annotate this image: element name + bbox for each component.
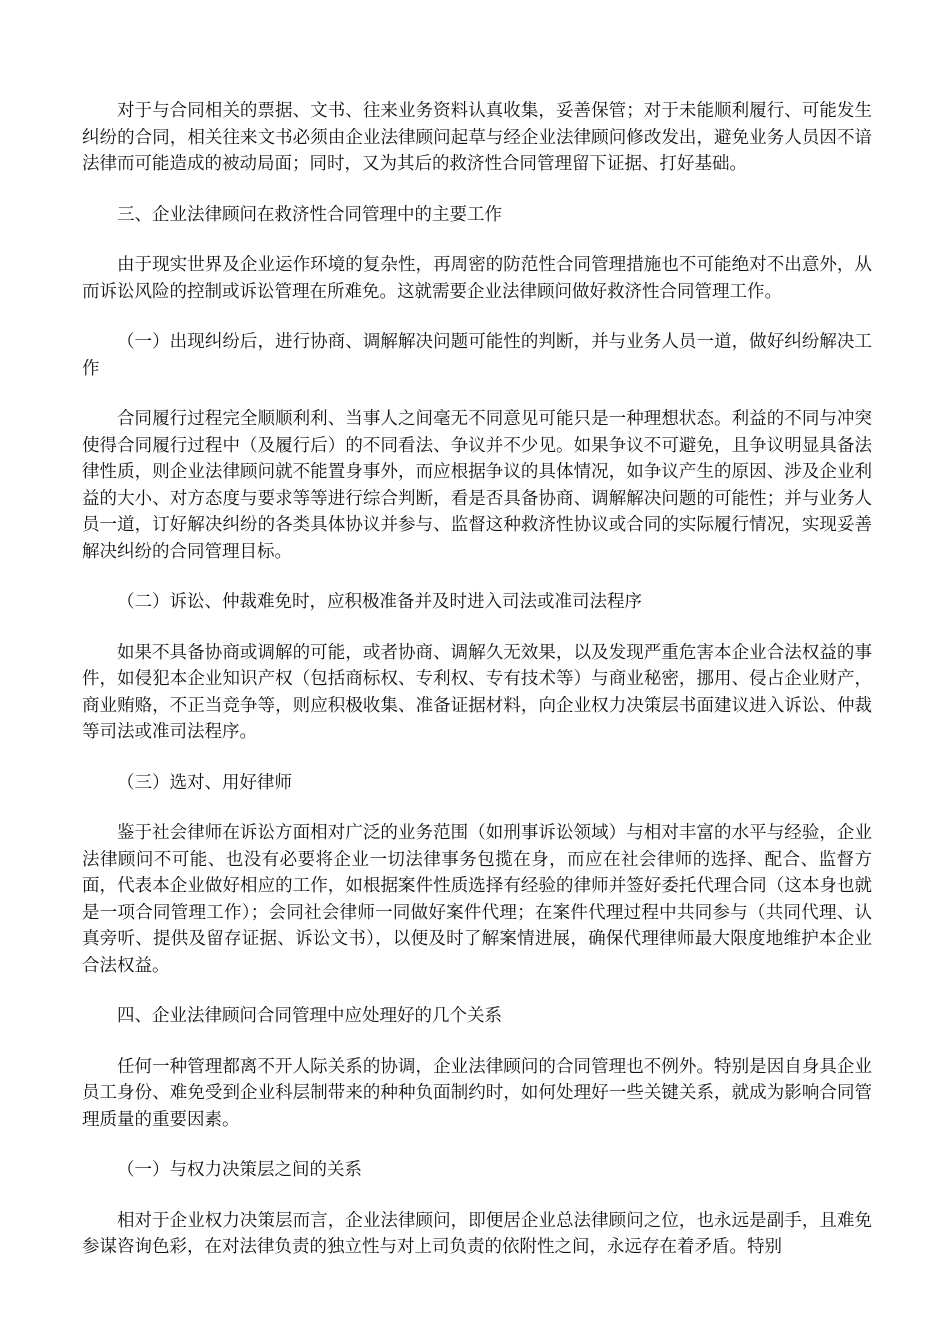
paragraph: 合同履行过程完全顺顺利利、当事人之间毫无不同意见可能只是一种理想状态。利益的不同与冲突使得合同履行过程中（及履行后）的不同看法、争议并不少见。如果争议不可避免，且争议明显具备法律性质，则企业法律顾问就不能置身事外，而应根据争议的具体情况，如争议产生的原因、涉及企业利益的大小、对方态度与要求等等进行综合判断，看是否具备协商、调解解决问题的可能性；并与业务人员一道，订好解决纠纷的各类具体协议并参与、监督这种救济性协议或合同的实际履行情况，实现妥善解决纠纷的合同管理目标。 <box>82 409 872 562</box>
document-body <box>82 98 872 1285</box>
section-heading: 三、企业法律顾问在救济性合同管理中的主要工作 <box>117 204 502 225</box>
section-heading: 四、企业法律顾问合同管理中应处理好的几个关系 <box>117 1006 502 1026</box>
paragraph: 对于与合同相关的票据、文书、往来业务资料认真收集，妥善保管；对于未能顺利履行、可能发生纠纷的合同，相关往来文书必须由企业法律顾问起草与经企业法律顾问修改发出，避免业务人员因不谙法律而可能造成的被动局面；同时，又为其后的救济性合同管理留下证据、打好基础。 <box>82 101 872 174</box>
subsection-heading: （二）诉讼、仲裁难免时，应积极准备并及时进入司法或准司法程序 <box>117 592 642 612</box>
paragraph: 由于现实世界及企业运作环境的复杂性，再周密的防范性合同管理措施也不可能绝对不出意外，从而诉讼风险的控制或诉讼管理在所难免。这就需要企业法律顾问做好救济性合同管理工作。 <box>82 255 872 302</box>
paragraph: 任何一种管理都离不开人际关系的协调，企业法律顾问的合同管理也不例外。特别是因自身具企业员工身份、难免受到企业科层制带来的种种负面制约时，如何处理好一些关键关系，就成为影响合同管理质量的重要因素。 <box>82 1056 872 1130</box>
subsection-heading: （一）与权力决策层之间的关系 <box>117 1160 362 1180</box>
paragraph: 如果不具备协商或调解的可能，或者协商、调解久无效果，以及发现严重危害本企业合法权益的事件，如侵犯本企业知识产权（包括商标权、专利权、专有技术等）与商业秘密，挪用、侵占企业财产，商业贿赂，不正当竞争等，则应积极收集、准备证据材料，向企业权力决策层书面建议进入诉讼、仲裁等司法或准司法程序。 <box>82 642 872 742</box>
subsection-heading: （三）选对、用好律师 <box>117 772 292 793</box>
subsection-heading: （一）出现纠纷后，进行协商、调解解决问题可能性的判断，并与业务人员一道，做好纠纷解决工作 <box>82 332 872 379</box>
paragraph: 鉴于社会律师在诉讼方面相对广泛的业务范围（如刑事诉讼领域）与相对丰富的水平与经验，企业法律顾问不可能、也没有必要将企业一切法律事务包揽在身，而应在社会律师的选择、配合、监督方面，代表本企业做好相应的工作，如根据案件性质选择有经验的律师并签好委托代理合同（这本身也就是一项合同管理工作）；会同社会律师一同做好案件代理；在案件代理过程中共同参与（共同代理、认真旁听、提供及留存证据、诉讼文书），以便及时了解案情进展，确保代理律师最大限度地维护本企业合法权益。 <box>82 823 872 976</box>
paragraph: 相对于企业权力决策层而言，企业法律顾问，即便居企业总法律顾问之位，也永远是副手，且难免参谋咨询色彩，在对法律负责的独立性与对上司负责的依附性之间，永远存在着矛盾。特别 <box>82 1210 872 1257</box>
